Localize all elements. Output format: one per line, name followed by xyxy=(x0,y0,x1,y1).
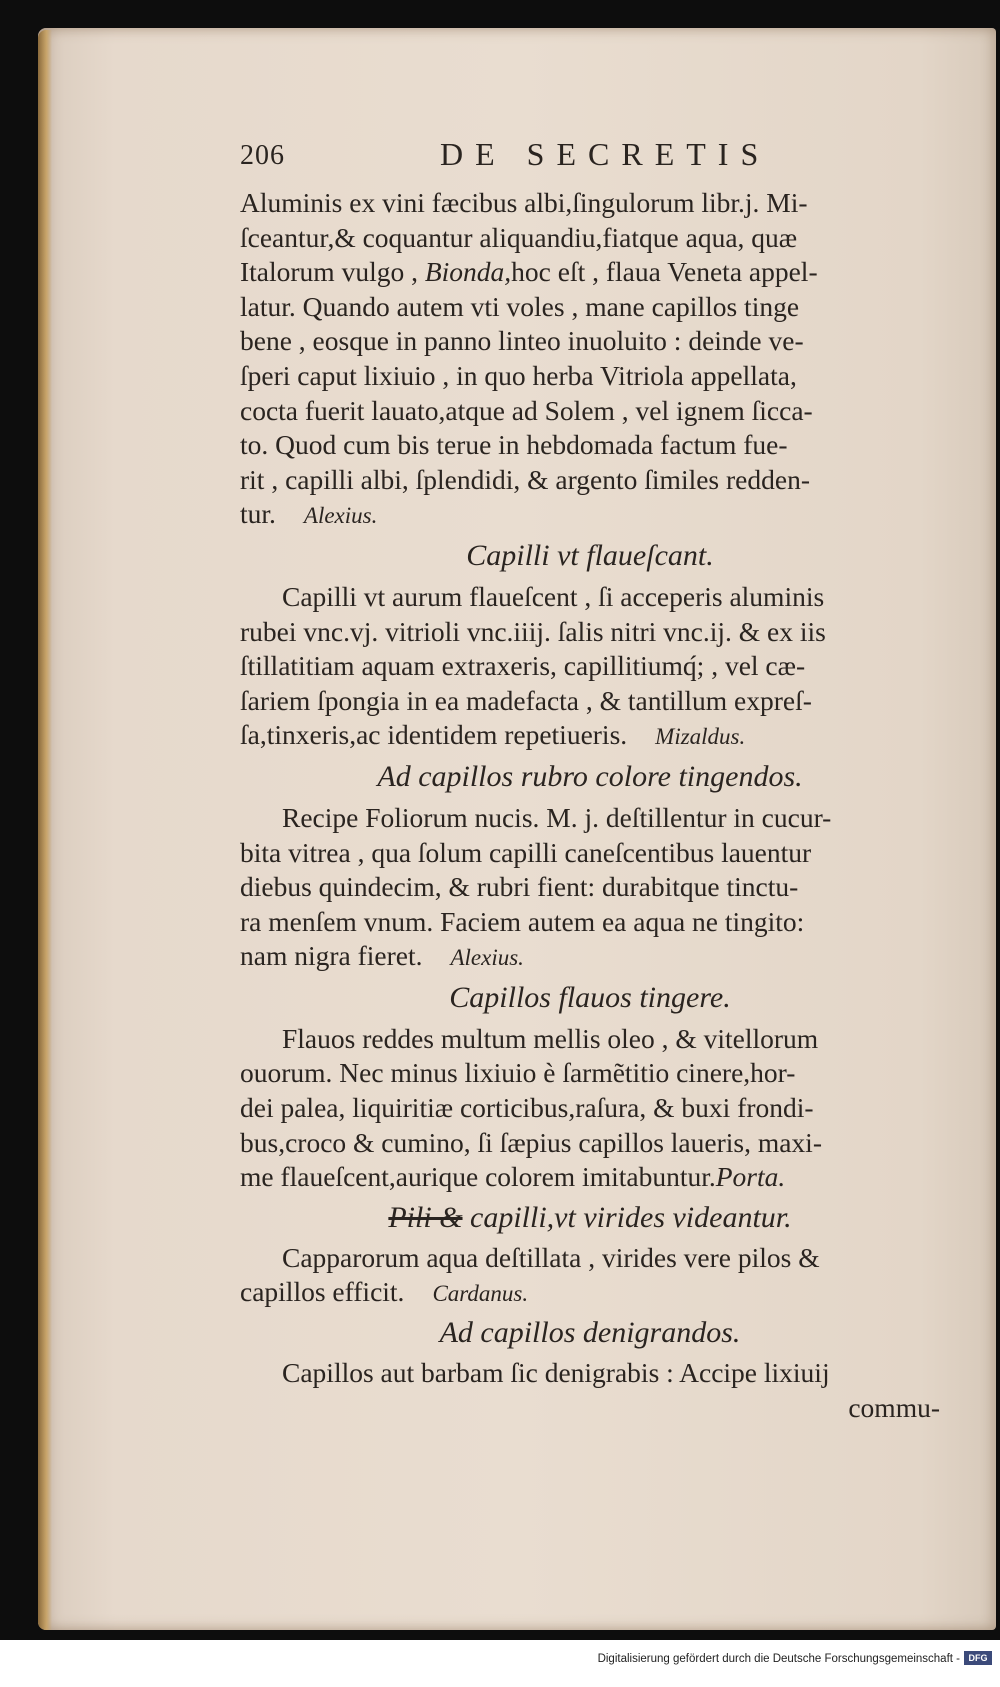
author-citation: Cardanus. xyxy=(432,1281,529,1307)
paragraph-6 xyxy=(240,1356,940,1425)
section-heading: Ad capillos rubro colore tingendos. xyxy=(377,759,803,793)
text-line: to. Quod cum bis terue in hebdomada factum fue- xyxy=(240,429,788,461)
page-spine-edge xyxy=(38,30,52,1630)
text-line xyxy=(240,1275,940,1310)
text-line: latur. Quando autem vti voles , mane capillos tinge xyxy=(240,290,800,322)
section-heading: Capilli vt flaueſcant. xyxy=(466,538,714,572)
text-line: Recipe Foliorum nucis. M. j. deſtillentur in cucur- xyxy=(282,801,832,833)
text-line-start: ſa,tinxeris,ac identidem repetiueris. xyxy=(240,719,628,751)
paragraph-4 xyxy=(240,1022,940,1195)
text-line-start: capillos efficit. xyxy=(240,1276,405,1308)
text-line: bene , eosque in panno linteo inuoluito : deinde ve- xyxy=(240,325,804,357)
running-head-title: DE SECRETIS xyxy=(440,136,771,172)
text-line: cocta fuerit lauato,atque ad Solem , vel ignem ſicca- xyxy=(240,394,813,426)
section-heading: Capillos flauos tingere. xyxy=(449,980,731,1014)
heading-text: capilli,vt virides videantur. xyxy=(462,1200,792,1234)
text-line xyxy=(240,939,940,974)
author-citation: Alexius. xyxy=(303,503,378,529)
paragraph-2 xyxy=(240,580,940,753)
text-line: ſceantur,& coquantur aliquandiu,fiatque aqua, quæ xyxy=(240,221,798,253)
funding-notice: Digitalisierung gefördert durch die Deutsche Forschungsgemeinschaft - xyxy=(597,1653,960,1665)
dfg-logo: DFG xyxy=(964,1651,992,1665)
text-line: ſperi caput lixiuio , in quo herba Vitriola appellata, xyxy=(240,359,797,391)
running-head xyxy=(240,136,940,186)
author-citation: Mizaldus. xyxy=(655,724,746,750)
section-heading: Ad capillos denigrandos. xyxy=(439,1316,741,1350)
page-number: 206 xyxy=(240,140,285,171)
text-line: Flauos reddes multum mellis oleo , & vitellorum xyxy=(282,1022,819,1054)
text-line: Capillos aut barbam ſic denigrabis : Accipe lixiuij xyxy=(282,1357,830,1389)
author-citation: Porta. xyxy=(715,1161,786,1193)
text-line: Aluminis ex vini fæcibus albi,ſingulorum libr.j. Mi- xyxy=(240,187,808,218)
text-line: ſariem ſpongia in ea madefacta , & tantillum expreſ- xyxy=(240,684,812,716)
text-line: diebus quindecim, & rubri fient: durabitque tinctu- xyxy=(240,871,799,903)
text-line: ſtillatitiam aquam extraxeris, capillitiumq́; , vel cæ- xyxy=(240,650,806,682)
paragraph-1 xyxy=(240,186,940,532)
digitization-footer xyxy=(0,1640,1000,1687)
text-line: ra menſem vnum. Faciem autem ea aqua ne tingito: xyxy=(240,905,805,937)
italic-word: Bionda, xyxy=(424,256,512,288)
text-line-start: tur. xyxy=(240,498,276,530)
text-line: bus,croco & cumino, ſi ſæpius capillos laueris, maxi- xyxy=(240,1126,822,1158)
text-line-start: Italorum vulgo , xyxy=(240,256,425,288)
text-line: bita vitrea , qua ſolum capilli caneſcentibus lauentur xyxy=(240,836,812,868)
text-line-start: nam nigra fieret. xyxy=(240,940,423,972)
text-line xyxy=(240,497,940,532)
catchword: commu- xyxy=(848,1391,940,1423)
author-citation: Alexius. xyxy=(450,945,524,971)
paragraph-3 xyxy=(240,801,940,974)
text-line: rit , capilli albi, ſplendidi, & argento ſimiles redden- xyxy=(240,463,810,495)
struck-heading-text: Pili & xyxy=(388,1200,463,1234)
text-line: rubei vnc.vj. vitrioli vnc.iiij. ſalis nitri vnc.ij. & ex iis xyxy=(240,615,826,647)
text-line xyxy=(240,718,940,753)
text-line-start: me flaueſcent,aurique colorem imitabuntur. xyxy=(240,1161,716,1193)
text-line xyxy=(240,1160,940,1195)
paragraph-5 xyxy=(240,1241,940,1310)
section-heading xyxy=(240,1195,940,1241)
text-line: Capilli vt aurum flaueſcent , ſi acceperis aluminis xyxy=(282,580,825,612)
text-line xyxy=(240,255,940,290)
page-text xyxy=(240,136,940,1425)
text-line: dei palea, liquiritiæ corticibus,raſura, & buxi frondi- xyxy=(240,1092,814,1124)
text-line-end: hoc eſt , flaua Veneta appel- xyxy=(511,256,818,288)
text-line: ouorum. Nec minus lixiuio è ſarmẽtitio cinere,hor- xyxy=(240,1057,796,1089)
text-line: Capparorum aqua deſtillata , virides vere pilos & xyxy=(282,1241,820,1273)
